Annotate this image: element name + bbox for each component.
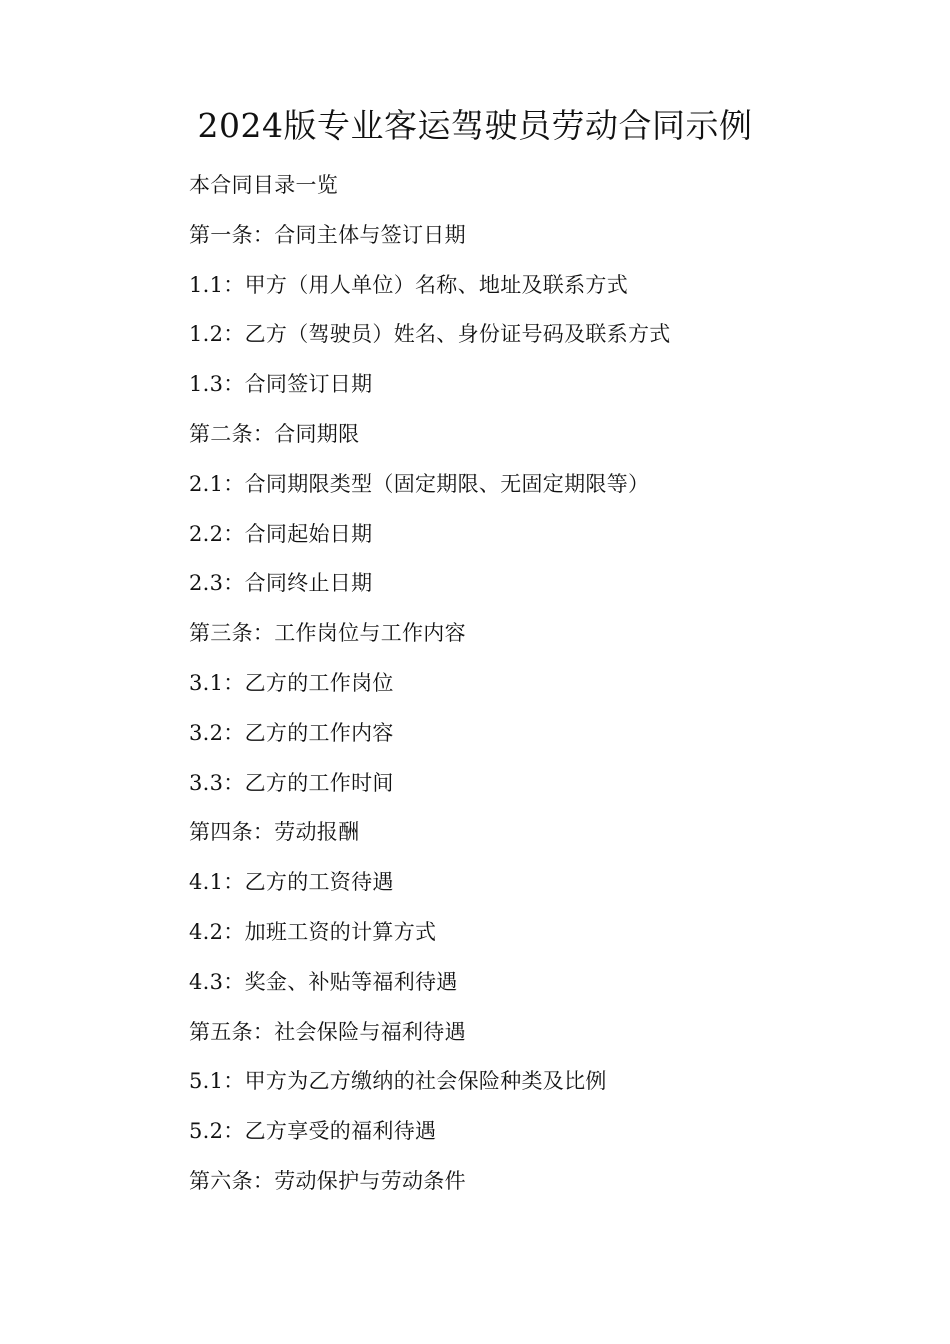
toc-article-5: 第五条：社会保险与福利待遇 [189, 1019, 466, 1044]
toc-item-2-1: 2.1：合同期限类型（固定期限、无固定期限等） [189, 471, 650, 496]
toc-item-2-2: 2.2：合同起始日期 [189, 521, 373, 546]
toc-item-3-1: 3.1：乙方的工作岗位 [189, 670, 394, 695]
toc-item-4-1: 4.1：乙方的工资待遇 [189, 870, 394, 895]
toc-article-6: 第六条：劳动保护与劳动条件 [189, 1168, 466, 1193]
toc-heading: 本合同目录一览 [189, 173, 339, 197]
toc-item-5-1: 5.1：甲方为乙方缴纳的社会保险种类及比例 [189, 1069, 607, 1094]
table-of-contents [189, 170, 889, 1216]
toc-article-4: 第四条：劳动报酬 [189, 820, 360, 845]
toc-item-1-3: 1.3：合同签订日期 [189, 372, 373, 397]
toc-item-1-2: 1.2：乙方（驾驶员）姓名、身份证号码及联系方式 [189, 322, 671, 347]
toc-item-5-2: 5.2：乙方享受的福利待遇 [189, 1119, 437, 1144]
toc-item-2-3: 2.3：合同终止日期 [189, 571, 373, 596]
toc-article-3: 第三条：工作岗位与工作内容 [189, 621, 466, 646]
toc-article-1: 第一条：合同主体与签订日期 [189, 222, 466, 247]
toc-item-4-2: 4.2：加班工资的计算方式 [189, 919, 437, 944]
toc-item-1-1: 1.1：甲方（用人单位）名称、地址及联系方式 [189, 272, 628, 297]
document-title: 2024版专业客运驾驶员劳动合同示例 [197, 106, 753, 145]
toc-item-4-3: 4.3：奖金、补贴等福利待遇 [189, 969, 458, 994]
toc-item-3-3: 3.3：乙方的工作时间 [189, 770, 394, 795]
toc-item-3-2: 3.2：乙方的工作内容 [189, 720, 394, 745]
toc-article-2: 第二条：合同期限 [189, 421, 360, 446]
